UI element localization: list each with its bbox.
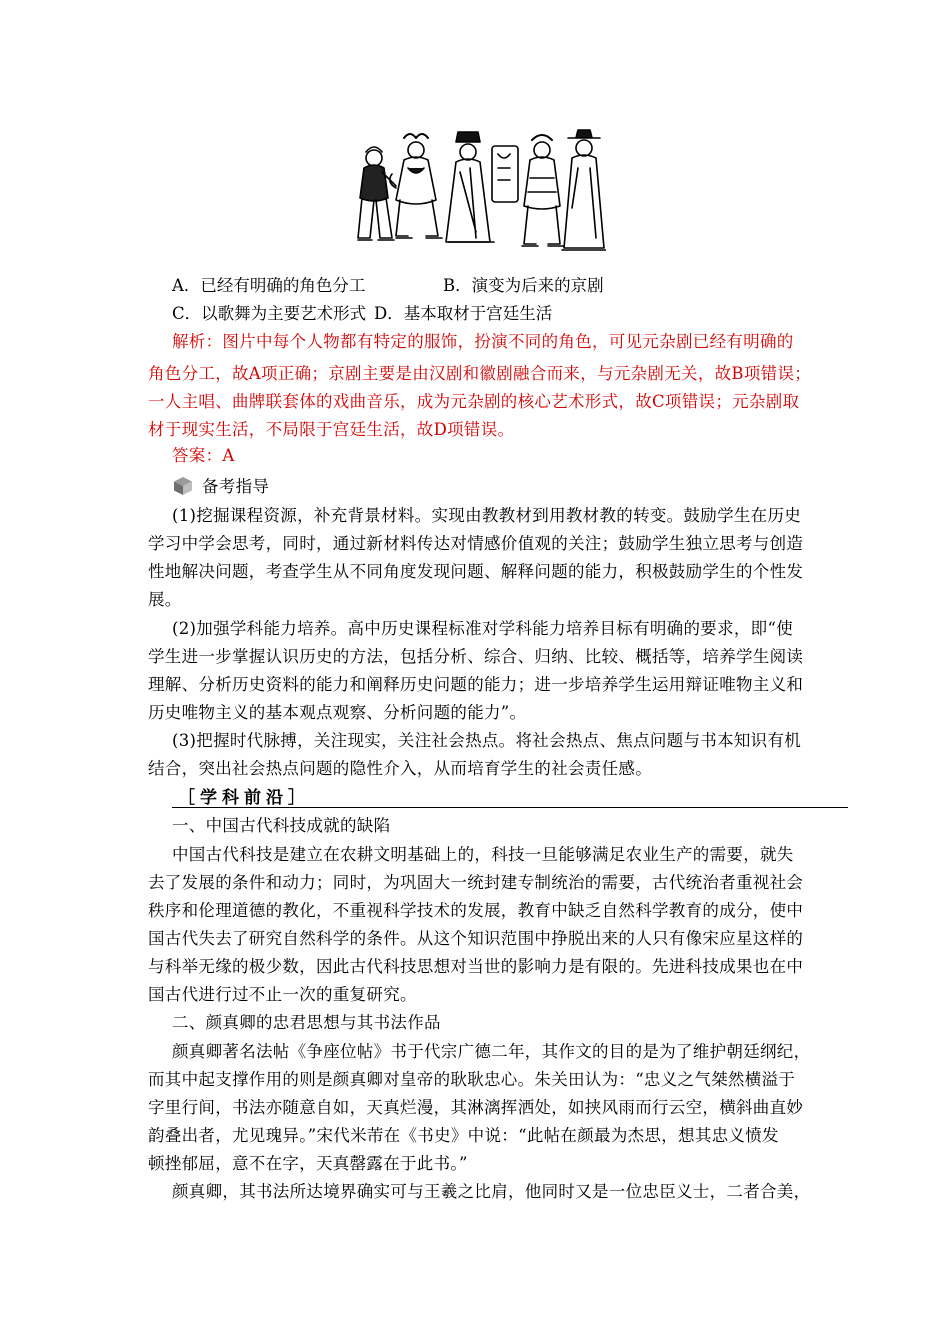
option-c: C．以歌舞为主要艺术形式 bbox=[172, 304, 367, 323]
guide-line: (2)加强学科能力培养。高中历史课程标准对学科能力培养目标有明确的要求，即“使 bbox=[172, 619, 794, 638]
yuan-drama-figures-illustration bbox=[352, 128, 606, 260]
frontier-subheading: 二、颜真卿的忠君思想与其书法作品 bbox=[172, 1013, 441, 1032]
frontier-line: 韵叠出者，尤见瑰异。”宋代米芾在《书史》中说：“此帖在颜最为杰思，想其忠义愤发 bbox=[148, 1126, 779, 1145]
frontier-line: 字里行间，书法亦随意自如，天真烂漫，其淋漓挥洒处，如挟风雨而行云空，横斜曲直妙 bbox=[148, 1098, 804, 1117]
guide-line: (3)把握时代脉搏，关注现实，关注社会热点。将社会热点、焦点问题与书本知识有机 bbox=[172, 731, 802, 750]
frontier-line: 颜真卿，其书法所达境界确实可与王羲之比肩，他同时又是一位忠臣义士，二者合美， bbox=[172, 1182, 811, 1201]
figure-3 bbox=[446, 132, 494, 242]
frontier-line: 去了发展的条件和动力；同时，为巩固大一统封建专制统治的需要，古代统治者重视社会 bbox=[148, 873, 804, 892]
guide-line: 结合，突出社会热点问题的隐性介入，从而培育学生的社会责任感。 bbox=[148, 759, 652, 778]
frontier-line: 与科举无缘的极少数，因此古代科技思想对当世的影响力是有限的。先进科技成果也在中 bbox=[148, 957, 804, 976]
frontier-line: 顿挫郁屈，意不在字，天真罄露在于此书。” bbox=[148, 1154, 468, 1173]
guide-heading: 备考指导 bbox=[202, 477, 270, 496]
figure-1 bbox=[358, 147, 396, 240]
analysis-line: 一人主唱、曲牌联套体的戏曲音乐，成为元杂剧的核心艺术形式，故C项错误；元杂剧取 bbox=[148, 392, 800, 411]
guide-line: 历史唯物主义的基本观点观察、分析问题的能力”。 bbox=[148, 703, 527, 722]
guide-line: 性地解决问题，考查学生从不同角度发现问题、解释问题的能力，积极鼓励学生的个性发 bbox=[148, 562, 804, 581]
figure-4 bbox=[522, 135, 564, 246]
section-title: ［学科前沿］ bbox=[178, 788, 310, 808]
cube-icon bbox=[173, 476, 193, 496]
frontier-line: 颜真卿著名法帖《争座位帖》书于代宗广德二年，其作文的目的是为了维护朝廷纲纪， bbox=[172, 1042, 811, 1061]
option-a: A．已经有明确的角色分工 bbox=[172, 276, 366, 295]
option-d: D．基本取材于宫廷生活 bbox=[374, 304, 553, 323]
guide-line: 学生进一步掌握认识历史的方法，包括分析、综合、归纳、比较、概括等，培养学生阅读 bbox=[148, 647, 804, 666]
scroll-board bbox=[492, 146, 518, 202]
section-header bbox=[172, 783, 848, 808]
analysis-line: 解析：图片中每个人物都有特定的服饰，扮演不同的角色，可见元杂剧已经有明确的 bbox=[172, 332, 794, 351]
frontier-line: 国古代失去了研究自然科学的条件。从这个知识范围中挣脱出来的人只有像宋应星这样的 bbox=[148, 929, 804, 948]
frontier-line: 中国古代科技是建立在农耕文明基础上的，科技一旦能够满足农业生产的需要，就失 bbox=[172, 845, 794, 864]
guide-line: (1)挖掘课程资源，补充背景材料。实现由教教材到用教材教的转变。鼓励学生在历史 bbox=[172, 506, 802, 525]
option-b: B．演变为后来的京剧 bbox=[443, 276, 604, 295]
figure-5 bbox=[562, 130, 606, 250]
frontier-line: 而其中起支撑作用的则是颜真卿对皇帝的耿耿忠心。朱关田认为：“忠义之气桀然横溢于 bbox=[148, 1070, 796, 1089]
guide-line: 展。 bbox=[148, 590, 182, 609]
frontier-line: 国古代进行过不止一次的重复研究。 bbox=[148, 985, 417, 1004]
figure-2 bbox=[390, 134, 442, 238]
answer-text: 答案：A bbox=[172, 446, 235, 465]
analysis-line: 角色分工，故A项正确；京剧主要是由汉剧和徽剧融合而来，与元杂剧无关，故B项错误； bbox=[148, 364, 812, 383]
guide-line: 理解、分析历史资料的能力和阐释历史问题的能力；进一步培养学生运用辩证唯物主义和 bbox=[148, 675, 804, 694]
frontier-line: 秩序和伦理道德的教化，不重视科学技术的发展，教育中缺乏自然科学教育的成分，使中 bbox=[148, 901, 804, 920]
frontier-subheading: 一、中国古代科技成就的缺陷 bbox=[172, 816, 391, 835]
guide-line: 学习中学会思考，同时，通过新材料传达对情感价值观的关注；鼓励学生独立思考与创造 bbox=[148, 534, 804, 553]
analysis-line: 材于现实生活，不局限于宫廷生活，故D项错误。 bbox=[148, 420, 515, 439]
